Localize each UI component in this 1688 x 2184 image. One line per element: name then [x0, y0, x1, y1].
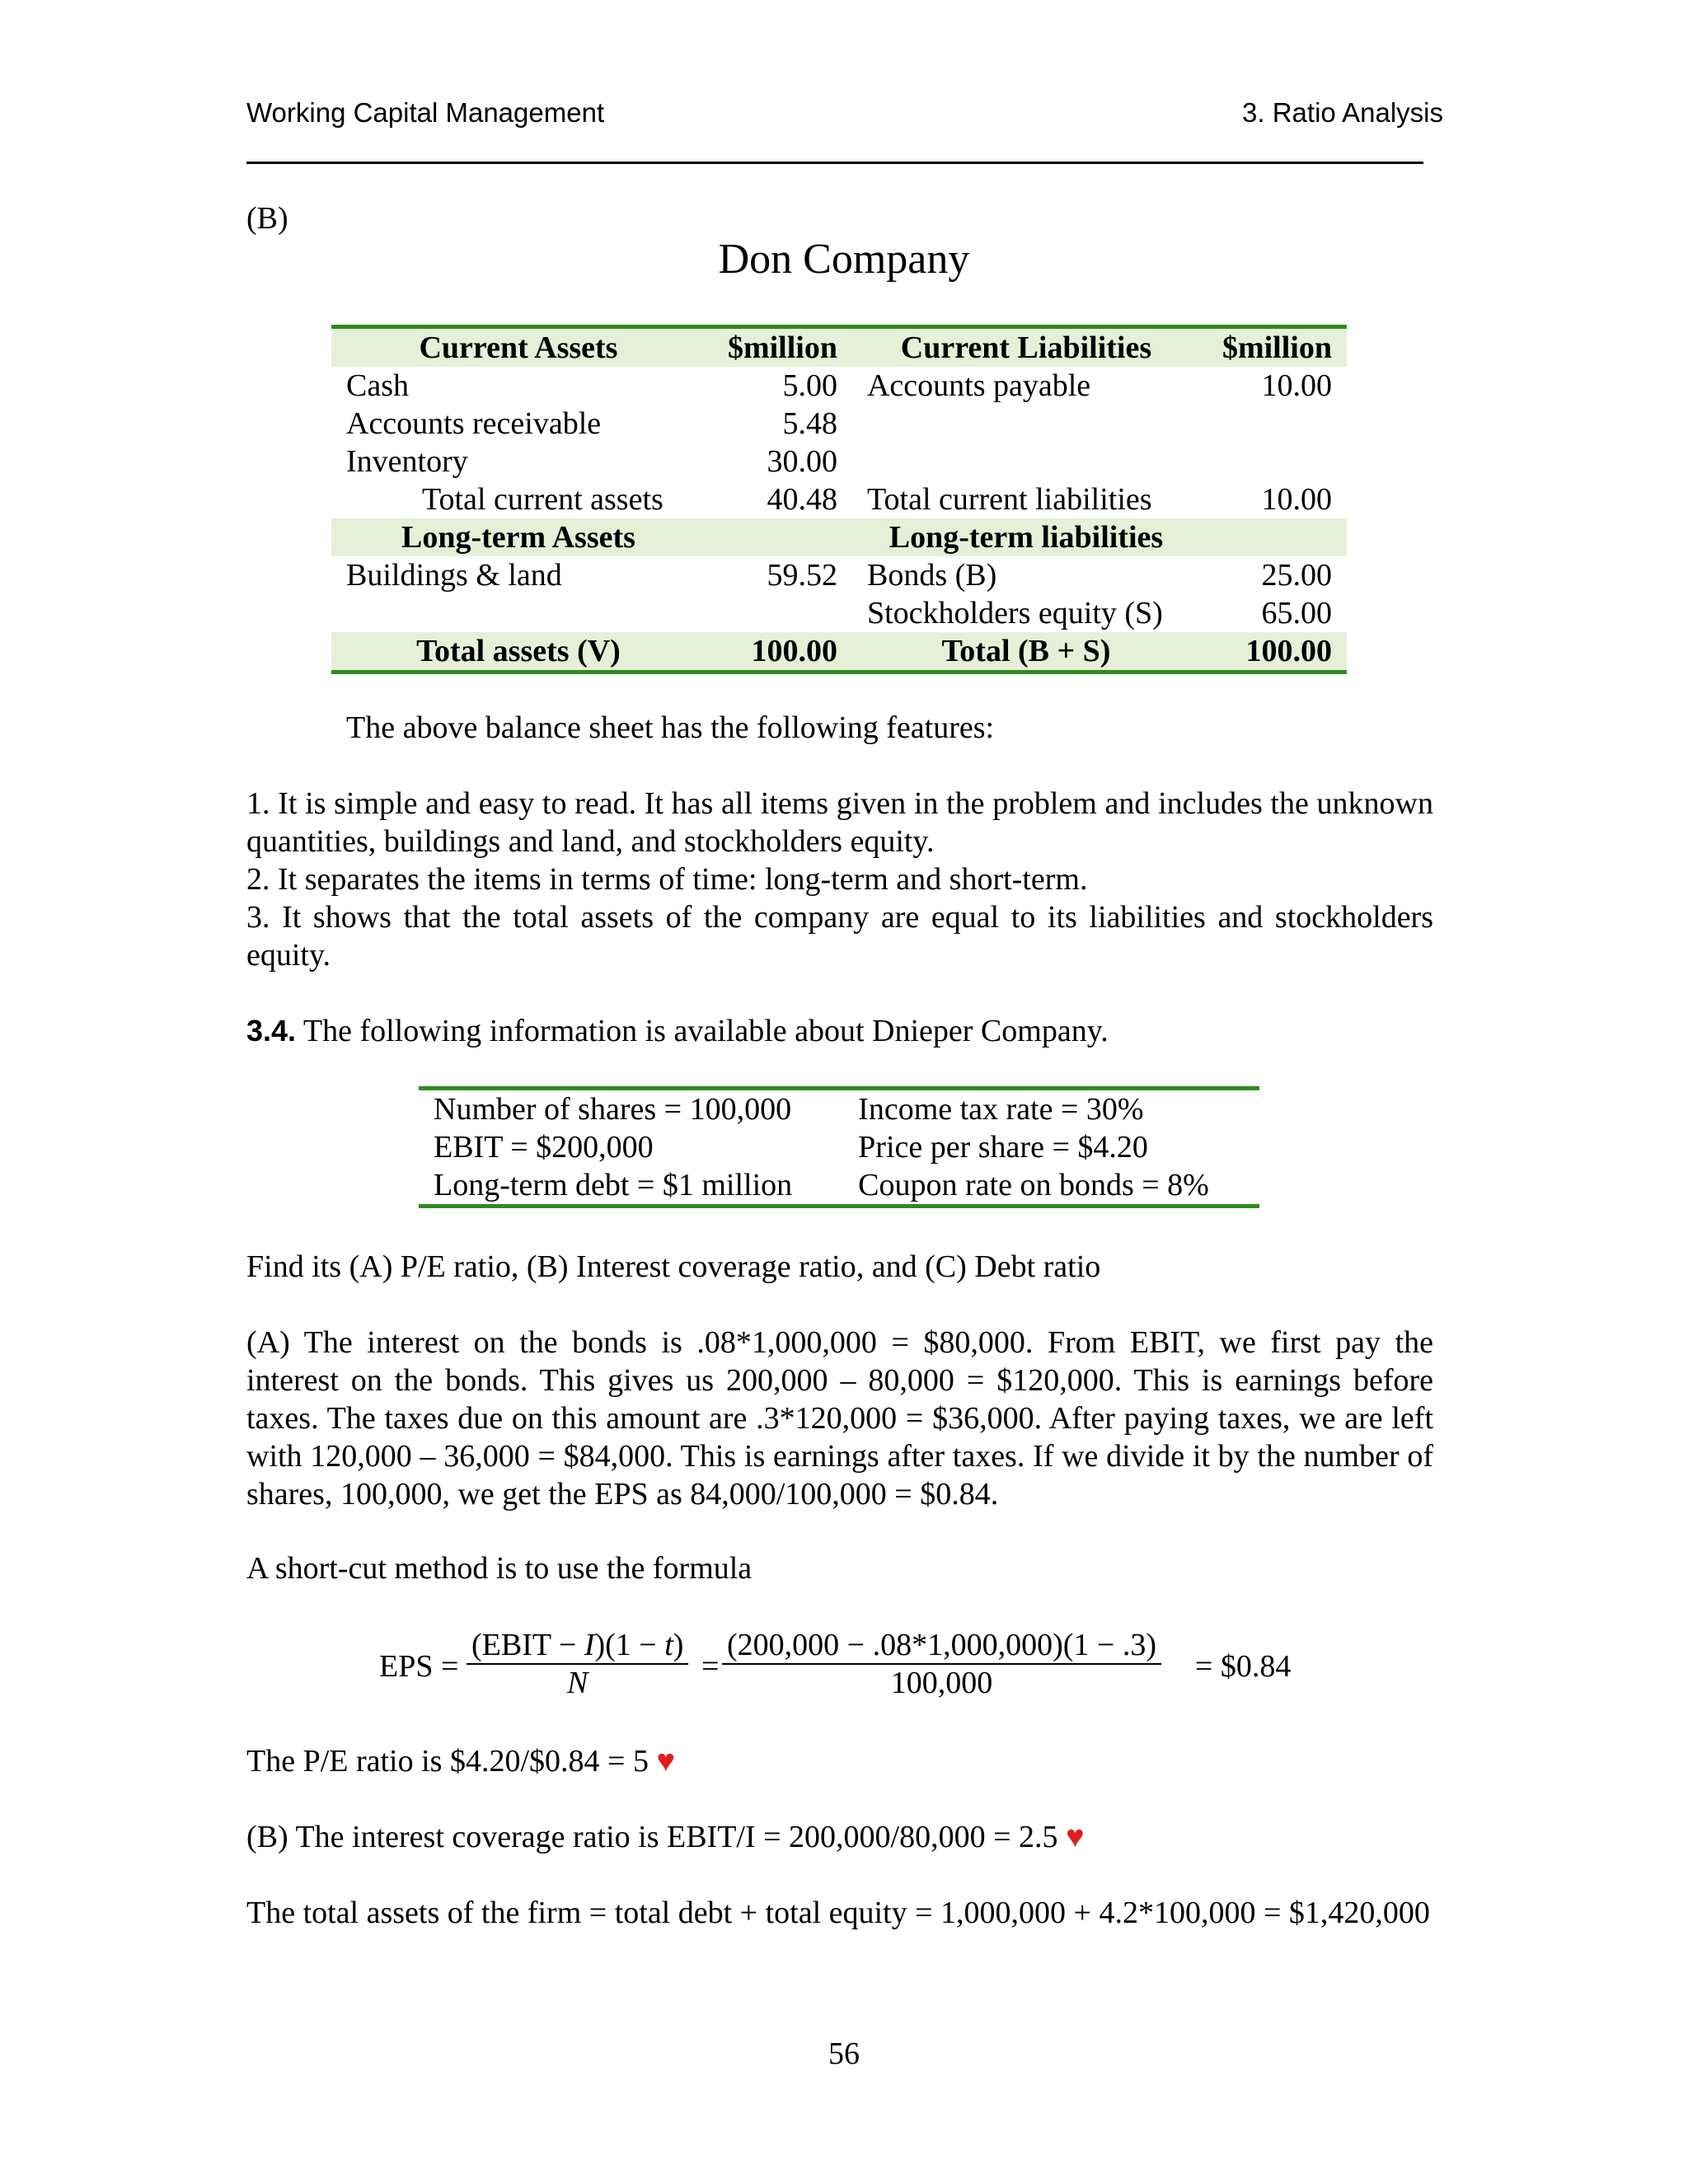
coverage-ratio-line: [246, 1818, 1433, 1856]
problem-number: 3.4.: [246, 1014, 297, 1047]
pe-ratio-line: [246, 1742, 1433, 1780]
section-header: Long-term Assets: [331, 518, 706, 556]
table-cell: 5.48: [782, 406, 837, 441]
balance-sheet-table: [331, 325, 1347, 674]
table-cell: [331, 594, 706, 632]
col-header: Current Liabilities: [852, 327, 1200, 368]
table-row: [331, 405, 1347, 443]
features-list: [246, 785, 1433, 974]
table-cell: 30.00: [767, 444, 837, 479]
table-cell: EBIT = $200,000: [434, 1130, 654, 1165]
answer-a-paragraph: (A) The interest on the bonds is .08*1,000,000 = $80,000. From EBIT, we first pay the interest on the bonds. This gives us 200,000 – 80,000 = $120,000. This is earnings before taxes. The taxes due on this amount are .3*120,000 = $36,000. After paying taxes, we are left with 120,000 – 36,000 = $84,000. This is earnings after taxes. If we divide it by the number of shares, 100,000, we get the EPS as 84,000/100,000 = $0.84.: [246, 1325, 1433, 1511]
table-cell: 100.00: [1200, 632, 1347, 673]
formula-fraction-general: [467, 1627, 688, 1701]
table-cell: [852, 443, 1200, 480]
table-cell: Total current liabilities: [866, 482, 1152, 517]
formula-equals: =: [701, 1649, 720, 1684]
total-assets-paragraph: The total assets of the firm = total debt + total equity = 1,000,000 + 4.2*100,000 = $1,420,000: [246, 1896, 1430, 1930]
col-header: Current Assets: [331, 327, 706, 368]
pe-ratio-text: The P/E ratio is $4.20/$0.84 = 5: [246, 1744, 649, 1779]
table-row: [419, 1128, 1259, 1166]
table-row: [331, 480, 1347, 518]
section-header: [1200, 518, 1347, 556]
table-cell: Price per share = $4.20: [858, 1130, 1148, 1165]
fraction-numerator: (200,000 − .08*1,000,000)(1 − .3): [722, 1627, 1161, 1665]
totals-row: [331, 632, 1347, 673]
table-row: [331, 443, 1347, 480]
shortcut-text: A short-cut method is to use the formula: [246, 1551, 753, 1586]
header-rule: [246, 162, 1423, 164]
table-cell: Accounts receivable: [346, 406, 602, 441]
table-cell: Stockholders equity (S): [866, 596, 1163, 630]
table-cell: Number of shares = 100,000: [419, 1089, 843, 1129]
eps-formula: [0, 1622, 1688, 1721]
table-cell: [852, 405, 1200, 443]
col-header: $million: [1200, 327, 1347, 368]
table-cell: Inventory: [346, 444, 468, 479]
feature-item: 2. It separates the items in terms of time: long-term and short-term.: [246, 862, 1088, 897]
table-row: [419, 1089, 1259, 1129]
section-header: Long-term liabilities: [852, 518, 1200, 556]
table-cell: Coupon rate on bonds = 8%: [843, 1166, 1259, 1207]
company-title: Don Company: [718, 236, 970, 283]
features-intro: The above balance sheet has the following features:: [346, 710, 995, 745]
fraction-denominator: N: [567, 1666, 588, 1700]
col-header: $million: [706, 327, 852, 368]
question-text: Find its (A) P/E ratio, (B) Interest coverage ratio, and (C) Debt ratio: [246, 1249, 1101, 1284]
given-info-table: [419, 1086, 1259, 1208]
formula-result: = $0.84: [1195, 1649, 1292, 1684]
fraction-denominator: 100,000: [890, 1666, 993, 1700]
table-cell: Total current assets: [422, 482, 663, 517]
page-number: 56: [828, 2036, 860, 2071]
table-cell: 59.52: [767, 558, 837, 593]
table-cell: 40.48: [767, 482, 837, 517]
coverage-ratio-text: (B) The interest coverage ratio is EBIT/I = 200,000/80,000 = 2.5: [246, 1820, 1058, 1854]
header-book-title: Working Capital Management: [246, 97, 605, 128]
table-cell: Total (B + S): [852, 632, 1200, 673]
section-header: [706, 518, 852, 556]
table-cell: Accounts payable: [866, 368, 1091, 403]
table-cell: 65.00: [1261, 596, 1332, 630]
feature-item: 1. It is simple and easy to read. It has all items given in the problem and includes the unknown quantities, buildings and land, and stockholders equity.: [246, 786, 1433, 859]
table-cell: [1200, 405, 1347, 443]
table-cell: Total assets (V): [331, 632, 706, 673]
table-cell: 5.00: [782, 368, 837, 403]
balance-sheet-header-row: [331, 327, 1347, 368]
table-cell: 10.00: [1261, 482, 1332, 517]
formula-fraction-numeric: [722, 1627, 1161, 1701]
table-cell: Income tax rate = 30%: [843, 1089, 1259, 1129]
problem-text: The following information is available about Dnieper Company.: [302, 1014, 1109, 1048]
table-row: [419, 1166, 1259, 1207]
table-cell: Buildings & land: [346, 558, 562, 593]
table-cell: 10.00: [1261, 368, 1332, 403]
table-cell: 100.00: [706, 632, 852, 673]
problem-statement: [246, 1012, 1433, 1050]
table-cell: [706, 594, 852, 632]
table-row: [331, 556, 1347, 594]
fraction-numerator: (EBIT − I)(1 − t): [467, 1627, 688, 1665]
feature-item: 3. It shows that the total assets of the company are equal to its liabilities and stockholders equity.: [246, 900, 1433, 972]
table-cell: Cash: [346, 368, 409, 403]
table-row: [331, 594, 1347, 632]
header-chapter-title: 3. Ratio Analysis: [1242, 97, 1443, 128]
table-cell: [1200, 443, 1347, 480]
heart-icon: ♥: [656, 1744, 676, 1779]
table-cell: Long-term debt = $1 million: [419, 1166, 843, 1207]
table-row: [331, 367, 1347, 405]
table-cell: Bonds (B): [866, 558, 997, 593]
formula-lhs: EPS =: [379, 1649, 459, 1684]
table-cell: 25.00: [1261, 558, 1332, 593]
long-term-header-row: [331, 518, 1347, 556]
heart-icon: ♥: [1066, 1820, 1085, 1854]
part-b-label: (B): [246, 201, 288, 236]
